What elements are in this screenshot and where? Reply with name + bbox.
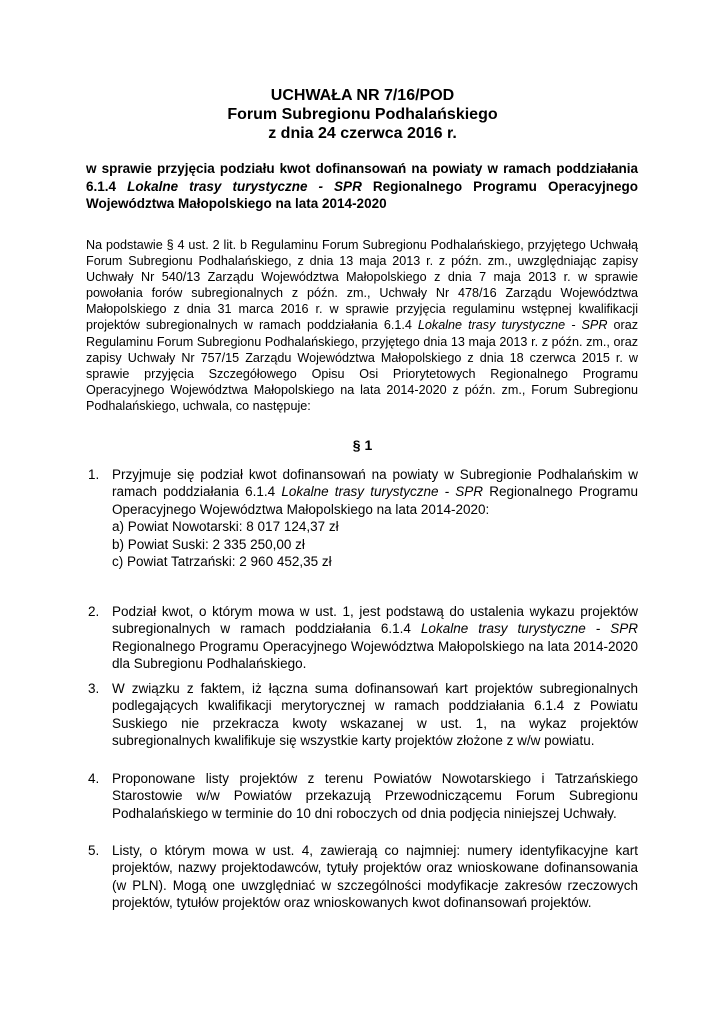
subject-text-end: Regionalnego Programu Operacyjnego Województwa Małopolskiego na lata 2014-2020: [86, 178, 638, 211]
point-1-text-end: Regionalnego Programu Operacyjnego Województwa Małopolskiego na lata 2014-2020:: [112, 484, 638, 517]
point-2-text: Podział kwot, o którym mowa w ust. 1, jest podstawą do ustalenia wykazu projektów subregionalnych w ramach poddziałania 6.1.4: [112, 604, 638, 637]
resolution-header: [0, 86, 725, 143]
allocation-nowotarski: a) Powiat Nowotarski: 8 017 124,37 zł: [112, 519, 339, 535]
allocation-suski: b) Powiat Suski: 2 335 250,00 zł: [112, 536, 305, 552]
subject-italic: Lokalne trasy turystyczne - SPR: [127, 178, 362, 194]
preamble-text: Na podstawie § 4 ust. 2 lit. b Regulaminu Forum Subregionu Podhalańskiego, przyjętego Uchwałą Forum Subregionu Podhalańskiego, z dnia 13 maja 2013 r. z późn. zm., uwzględniając zapisy Uchwały Nr 540/13 Zarządu Województwa Małopolskiego z dnia 7 maja 2013 r. w sprawie powołania forów subregionalnych z późn. zm., Uchwały Nr 478/16 Zarządu Województwa Małopolskiego z dnia 31 marca 2016 r. w sprawie przyjęcia regulaminu wstępnej kwalifikacji projektów subregionalnych w ramach poddziałania 6.1.4: [86, 238, 638, 333]
point-number: 5.: [88, 843, 100, 858]
point-2-text-end: Regionalnego Programu Operacyjnego Województwa Małopolskiego na lata 2014-2020 dla Subregionu Podhalańskiego.: [112, 638, 638, 672]
point-number: 1.: [88, 467, 100, 482]
point-number: 2.: [88, 604, 100, 619]
point-1-italic: Lokalne trasy turystyczne - SPR: [281, 484, 484, 500]
point-text: [112, 466, 638, 570]
resolution-subject: [86, 160, 638, 213]
point-number: 4.: [88, 771, 100, 786]
resolution-title: UCHWAŁA NR 7/16/POD: [270, 87, 455, 104]
allocation-tatrzanski: c) Powiat Tatrzański: 2 960 452,35 zł: [112, 554, 332, 570]
point-2-italic: Lokalne trasy turystyczne - SPR: [420, 621, 638, 637]
point-text: Proponowane listy projektów z terenu Powiatów Nowotarskiego i Tatrzańskiego Starostowie w/w Powiatów przekazują Przewodniczącemu Forum Subregionu Podhalańskiego w terminie do 10 dni roboczych od dnia podjęcia niniejszej Uchwały.: [112, 771, 638, 821]
point-number: 3.: [88, 681, 100, 696]
preamble-italic: Lokalne trasy turystyczne - SPR: [417, 318, 608, 333]
point-1-text: Przyjmuje się podział kwot dofinansowań na powiaty w Subregionie Podhalańskim w ramach poddziałania 6.1.4: [112, 467, 638, 500]
point-text: Listy, o którym mowa w ust. 4, zawierają co najmniej: numery identyfikacyjne kart projektów, nazwy projektodawców, tytuły projektów oraz wnioskowane dofinansowania (w PLN). Mogą one uwzględniać w szczególności modyfikacje zakresów rzeczowych projektów, tytułów projektów oraz wnioskowanych kwot dofinansowań projektów.: [112, 843, 638, 911]
preamble-text-end: oraz Regulaminu Forum Subregionu Podhalańskiego, przyjętego dnia 13 maja 2013 r. z późn. zm., oraz zapisy Uchwały Nr 757/15 Zarządu Województwa Małopolskiego z dnia 18 czerwca 2015 r. w sprawie przyjęcia Szczegółowego Opisu Osi Priorytetowych Regionalnego Programu Operacyjnego Województwa Małopolskiego na lata 2014-2020 z późn. zm., Forum Subregionu Podhalańskiego, uchwala, co następuje:: [86, 318, 638, 413]
resolution-date: z dnia 24 czerwca 2016 r.: [268, 125, 457, 142]
point-text: [112, 603, 638, 673]
point-text: W związku z faktem, iż łączna suma dofinansowań kart projektów subregionalnych podlegających kwalifikacji merytorycznej w ramach poddziałania 6.1.4 z Powiatu Suskiego nie przekracza kwoty wskazanej w ust. 1, na wykaz projektów subregionalnych kwalifikuje się wszystkie karty projektów złożone z w/w powiatu.: [112, 681, 638, 749]
issuing-body: Forum Subregionu Podhalańskiego: [227, 106, 498, 123]
subject-text: w sprawie przyjęcia podziału kwot dofinansowań na powiaty w ramach poddziałania 6.1.4: [86, 161, 638, 194]
section-mark: § 1: [352, 437, 373, 453]
legal-basis-preamble: [86, 237, 638, 414]
